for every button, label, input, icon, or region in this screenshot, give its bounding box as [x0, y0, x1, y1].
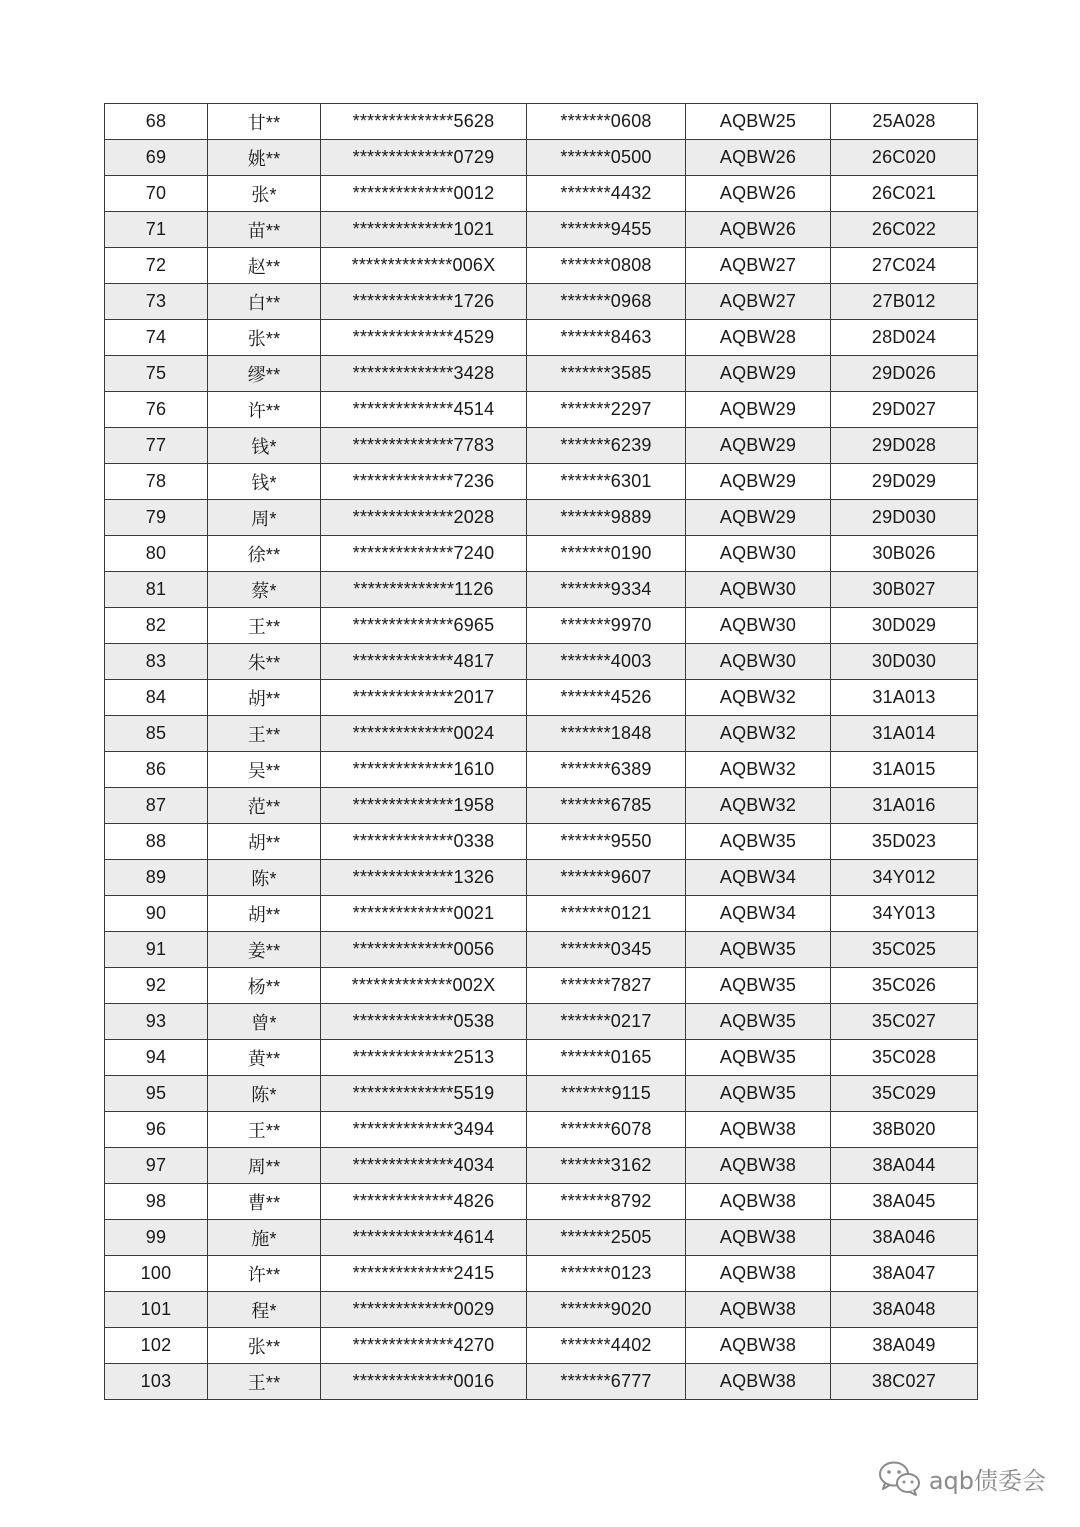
serial-code-cell: 31A013 [831, 680, 978, 716]
row-index: 89 [105, 860, 208, 896]
phone-cell: *******6389 [527, 752, 686, 788]
row-index: 73 [105, 284, 208, 320]
row-index: 94 [105, 1040, 208, 1076]
id-number-cell: **************0729 [321, 140, 527, 176]
id-number-cell: **************0016 [321, 1364, 527, 1400]
row-index: 102 [105, 1328, 208, 1364]
batch-code-cell: AQBW29 [686, 464, 831, 500]
table-row [105, 140, 978, 176]
id-number-cell: **************4614 [321, 1220, 527, 1256]
batch-code-cell: AQBW35 [686, 932, 831, 968]
name-cell: 曾* [208, 1004, 321, 1040]
phone-cell: *******0808 [527, 248, 686, 284]
batch-code-cell: AQBW35 [686, 1076, 831, 1112]
table-row [105, 752, 978, 788]
phone-cell: *******6078 [527, 1112, 686, 1148]
serial-code-cell: 27C024 [831, 248, 978, 284]
table-row [105, 248, 978, 284]
row-index: 83 [105, 644, 208, 680]
id-number-cell: **************6965 [321, 608, 527, 644]
batch-code-cell: AQBW38 [686, 1292, 831, 1328]
id-number-cell: **************002X [321, 968, 527, 1004]
serial-code-cell: 34Y012 [831, 860, 978, 896]
name-cell: 周** [208, 1148, 321, 1184]
name-cell: 张** [208, 1328, 321, 1364]
serial-code-cell: 29D030 [831, 500, 978, 536]
batch-code-cell: AQBW30 [686, 572, 831, 608]
serial-code-cell: 35C029 [831, 1076, 978, 1112]
id-number-cell: **************1958 [321, 788, 527, 824]
serial-code-cell: 34Y013 [831, 896, 978, 932]
name-cell: 胡** [208, 824, 321, 860]
phone-cell: *******3162 [527, 1148, 686, 1184]
row-index: 82 [105, 608, 208, 644]
table-row [105, 1040, 978, 1076]
serial-code-cell: 28D024 [831, 320, 978, 356]
id-number-cell: **************7236 [321, 464, 527, 500]
row-index: 71 [105, 212, 208, 248]
batch-code-cell: AQBW30 [686, 536, 831, 572]
id-number-cell: **************1126 [321, 572, 527, 608]
name-cell: 姜** [208, 932, 321, 968]
phone-cell: *******4003 [527, 644, 686, 680]
name-cell: 姚** [208, 140, 321, 176]
phone-cell: *******8792 [527, 1184, 686, 1220]
serial-code-cell: 26C020 [831, 140, 978, 176]
serial-code-cell: 31A016 [831, 788, 978, 824]
id-number-cell: **************4529 [321, 320, 527, 356]
phone-cell: *******4402 [527, 1328, 686, 1364]
phone-cell: *******0608 [527, 104, 686, 140]
table-row [105, 284, 978, 320]
table-row [105, 176, 978, 212]
row-index: 78 [105, 464, 208, 500]
serial-code-cell: 25A028 [831, 104, 978, 140]
table-row [105, 1112, 978, 1148]
phone-cell: *******9889 [527, 500, 686, 536]
row-index: 100 [105, 1256, 208, 1292]
batch-code-cell: AQBW27 [686, 284, 831, 320]
name-cell: 范** [208, 788, 321, 824]
name-cell: 王** [208, 716, 321, 752]
phone-cell: *******6785 [527, 788, 686, 824]
id-number-cell: **************1610 [321, 752, 527, 788]
table-row [105, 860, 978, 896]
id-number-cell: **************5628 [321, 104, 527, 140]
phone-cell: *******2297 [527, 392, 686, 428]
batch-code-cell: AQBW30 [686, 644, 831, 680]
serial-code-cell: 38A045 [831, 1184, 978, 1220]
records-table-body [105, 104, 978, 1400]
id-number-cell: **************2513 [321, 1040, 527, 1076]
id-number-cell: **************1021 [321, 212, 527, 248]
serial-code-cell: 31A014 [831, 716, 978, 752]
id-number-cell: **************4817 [321, 644, 527, 680]
row-index: 70 [105, 176, 208, 212]
serial-code-cell: 38A047 [831, 1256, 978, 1292]
name-cell: 许** [208, 392, 321, 428]
serial-code-cell: 38A046 [831, 1220, 978, 1256]
phone-cell: *******6777 [527, 1364, 686, 1400]
batch-code-cell: AQBW29 [686, 500, 831, 536]
table-row [105, 824, 978, 860]
name-cell: 苗** [208, 212, 321, 248]
table-row [105, 428, 978, 464]
name-cell: 张** [208, 320, 321, 356]
table-row [105, 356, 978, 392]
serial-code-cell: 35D023 [831, 824, 978, 860]
serial-code-cell: 38B020 [831, 1112, 978, 1148]
phone-cell: *******0345 [527, 932, 686, 968]
batch-code-cell: AQBW35 [686, 824, 831, 860]
phone-cell: *******9550 [527, 824, 686, 860]
wechat-icon [877, 1458, 923, 1498]
batch-code-cell: AQBW26 [686, 212, 831, 248]
row-index: 88 [105, 824, 208, 860]
batch-code-cell: AQBW35 [686, 968, 831, 1004]
row-index: 69 [105, 140, 208, 176]
batch-code-cell: AQBW28 [686, 320, 831, 356]
table-row [105, 1328, 978, 1364]
name-cell: 吴** [208, 752, 321, 788]
serial-code-cell: 26C021 [831, 176, 978, 212]
batch-code-cell: AQBW35 [686, 1040, 831, 1076]
table-row [105, 320, 978, 356]
name-cell: 朱** [208, 644, 321, 680]
serial-code-cell: 35C028 [831, 1040, 978, 1076]
phone-cell: *******4526 [527, 680, 686, 716]
batch-code-cell: AQBW38 [686, 1256, 831, 1292]
name-cell: 钱* [208, 464, 321, 500]
phone-cell: *******1848 [527, 716, 686, 752]
phone-cell: *******0165 [527, 1040, 686, 1076]
id-number-cell: **************3428 [321, 356, 527, 392]
name-cell: 陈* [208, 1076, 321, 1112]
serial-code-cell: 30D030 [831, 644, 978, 680]
table-row [105, 788, 978, 824]
watermark-text: aqb债委会 [928, 1466, 1046, 1495]
table-row [105, 1076, 978, 1112]
table-row [105, 896, 978, 932]
row-index: 80 [105, 536, 208, 572]
batch-code-cell: AQBW38 [686, 1112, 831, 1148]
row-index: 99 [105, 1220, 208, 1256]
serial-code-cell: 35C025 [831, 932, 978, 968]
row-index: 90 [105, 896, 208, 932]
name-cell: 施* [208, 1220, 321, 1256]
id-number-cell: **************5519 [321, 1076, 527, 1112]
table-row [105, 464, 978, 500]
row-index: 77 [105, 428, 208, 464]
serial-code-cell: 31A015 [831, 752, 978, 788]
row-index: 72 [105, 248, 208, 284]
row-index: 84 [105, 680, 208, 716]
name-cell: 周* [208, 500, 321, 536]
name-cell: 张* [208, 176, 321, 212]
serial-code-cell: 38A048 [831, 1292, 978, 1328]
batch-code-cell: AQBW26 [686, 140, 831, 176]
table-row [105, 572, 978, 608]
id-number-cell: **************0012 [321, 176, 527, 212]
row-index: 93 [105, 1004, 208, 1040]
phone-cell: *******9020 [527, 1292, 686, 1328]
table-row [105, 680, 978, 716]
phone-cell: *******0121 [527, 896, 686, 932]
serial-code-cell: 38A044 [831, 1148, 978, 1184]
name-cell: 胡** [208, 896, 321, 932]
batch-code-cell: AQBW34 [686, 896, 831, 932]
serial-code-cell: 27B012 [831, 284, 978, 320]
table-row [105, 932, 978, 968]
serial-code-cell: 30B026 [831, 536, 978, 572]
batch-code-cell: AQBW38 [686, 1364, 831, 1400]
account-watermark [877, 1458, 1046, 1498]
phone-cell: *******0217 [527, 1004, 686, 1040]
id-number-cell: **************2017 [321, 680, 527, 716]
batch-code-cell: AQBW29 [686, 392, 831, 428]
row-index: 79 [105, 500, 208, 536]
phone-cell: *******8463 [527, 320, 686, 356]
table-row [105, 1220, 978, 1256]
name-cell: 程* [208, 1292, 321, 1328]
row-index: 85 [105, 716, 208, 752]
id-number-cell: **************4514 [321, 392, 527, 428]
batch-code-cell: AQBW32 [686, 752, 831, 788]
serial-code-cell: 29D029 [831, 464, 978, 500]
name-cell: 王** [208, 1112, 321, 1148]
row-index: 86 [105, 752, 208, 788]
table-row [105, 716, 978, 752]
name-cell: 王** [208, 1364, 321, 1400]
row-index: 103 [105, 1364, 208, 1400]
id-number-cell: **************0538 [321, 1004, 527, 1040]
table-row [105, 104, 978, 140]
name-cell: 钱* [208, 428, 321, 464]
table-row [105, 1256, 978, 1292]
batch-code-cell: AQBW38 [686, 1328, 831, 1364]
row-index: 68 [105, 104, 208, 140]
records-table [104, 103, 978, 1400]
name-cell: 蔡* [208, 572, 321, 608]
row-index: 95 [105, 1076, 208, 1112]
table-row [105, 1364, 978, 1400]
serial-code-cell: 29D028 [831, 428, 978, 464]
name-cell: 缪** [208, 356, 321, 392]
batch-code-cell: AQBW25 [686, 104, 831, 140]
batch-code-cell: AQBW32 [686, 680, 831, 716]
name-cell: 许** [208, 1256, 321, 1292]
serial-code-cell: 30B027 [831, 572, 978, 608]
batch-code-cell: AQBW26 [686, 176, 831, 212]
phone-cell: *******2505 [527, 1220, 686, 1256]
name-cell: 胡** [208, 680, 321, 716]
table-row [105, 1184, 978, 1220]
batch-code-cell: AQBW38 [686, 1184, 831, 1220]
row-index: 75 [105, 356, 208, 392]
batch-code-cell: AQBW35 [686, 1004, 831, 1040]
phone-cell: *******9607 [527, 860, 686, 896]
phone-cell: *******0190 [527, 536, 686, 572]
table-row [105, 968, 978, 1004]
batch-code-cell: AQBW38 [686, 1220, 831, 1256]
phone-cell: *******4432 [527, 176, 686, 212]
record-sheet [104, 103, 977, 1400]
phone-cell: *******9115 [527, 1076, 686, 1112]
table-row [105, 1148, 978, 1184]
table-row [105, 212, 978, 248]
name-cell: 杨** [208, 968, 321, 1004]
id-number-cell: **************0056 [321, 932, 527, 968]
table-row [105, 500, 978, 536]
phone-cell: *******0968 [527, 284, 686, 320]
phone-cell: *******0500 [527, 140, 686, 176]
row-index: 92 [105, 968, 208, 1004]
name-cell: 黄** [208, 1040, 321, 1076]
phone-cell: *******9455 [527, 212, 686, 248]
batch-code-cell: AQBW34 [686, 860, 831, 896]
name-cell: 甘** [208, 104, 321, 140]
batch-code-cell: AQBW32 [686, 716, 831, 752]
row-index: 101 [105, 1292, 208, 1328]
name-cell: 赵** [208, 248, 321, 284]
serial-code-cell: 26C022 [831, 212, 978, 248]
id-number-cell: **************7783 [321, 428, 527, 464]
table-row [105, 608, 978, 644]
id-number-cell: **************0024 [321, 716, 527, 752]
row-index: 87 [105, 788, 208, 824]
serial-code-cell: 38C027 [831, 1364, 978, 1400]
id-number-cell: **************0338 [321, 824, 527, 860]
name-cell: 徐** [208, 536, 321, 572]
batch-code-cell: AQBW29 [686, 356, 831, 392]
id-number-cell: **************0021 [321, 896, 527, 932]
serial-code-cell: 35C027 [831, 1004, 978, 1040]
row-index: 97 [105, 1148, 208, 1184]
id-number-cell: **************4826 [321, 1184, 527, 1220]
batch-code-cell: AQBW38 [686, 1148, 831, 1184]
phone-cell: *******6301 [527, 464, 686, 500]
id-number-cell: **************0029 [321, 1292, 527, 1328]
batch-code-cell: AQBW27 [686, 248, 831, 284]
serial-code-cell: 29D027 [831, 392, 978, 428]
phone-cell: *******9334 [527, 572, 686, 608]
table-row [105, 536, 978, 572]
id-number-cell: **************2028 [321, 500, 527, 536]
id-number-cell: **************7240 [321, 536, 527, 572]
batch-code-cell: AQBW30 [686, 608, 831, 644]
row-index: 76 [105, 392, 208, 428]
table-row [105, 1292, 978, 1328]
id-number-cell: **************006X [321, 248, 527, 284]
batch-code-cell: AQBW29 [686, 428, 831, 464]
name-cell: 白** [208, 284, 321, 320]
serial-code-cell: 29D026 [831, 356, 978, 392]
id-number-cell: **************3494 [321, 1112, 527, 1148]
id-number-cell: **************1326 [321, 860, 527, 896]
table-row [105, 1004, 978, 1040]
row-index: 81 [105, 572, 208, 608]
id-number-cell: **************2415 [321, 1256, 527, 1292]
id-number-cell: **************4270 [321, 1328, 527, 1364]
phone-cell: *******3585 [527, 356, 686, 392]
batch-code-cell: AQBW32 [686, 788, 831, 824]
id-number-cell: **************1726 [321, 284, 527, 320]
row-index: 96 [105, 1112, 208, 1148]
row-index: 91 [105, 932, 208, 968]
row-index: 74 [105, 320, 208, 356]
id-number-cell: **************4034 [321, 1148, 527, 1184]
phone-cell: *******7827 [527, 968, 686, 1004]
phone-cell: *******9970 [527, 608, 686, 644]
phone-cell: *******0123 [527, 1256, 686, 1292]
phone-cell: *******6239 [527, 428, 686, 464]
name-cell: 王** [208, 608, 321, 644]
table-row [105, 644, 978, 680]
serial-code-cell: 38A049 [831, 1328, 978, 1364]
name-cell: 陈* [208, 860, 321, 896]
row-index: 98 [105, 1184, 208, 1220]
serial-code-cell: 35C026 [831, 968, 978, 1004]
name-cell: 曹** [208, 1184, 321, 1220]
table-row [105, 392, 978, 428]
serial-code-cell: 30D029 [831, 608, 978, 644]
